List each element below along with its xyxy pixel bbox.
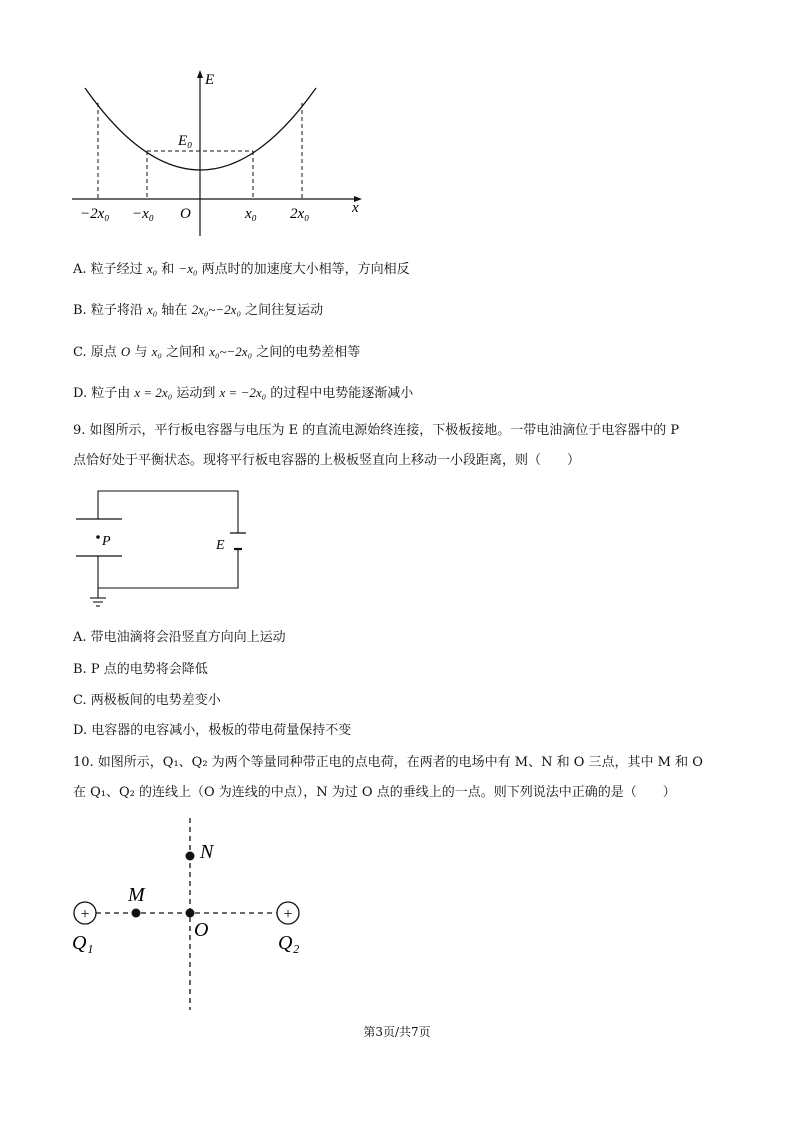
- label-q1: Q₁: [72, 932, 94, 954]
- q9-option-a: A. 带电油滴将会沿竖直方向向上运动: [73, 630, 286, 645]
- label-p: P: [102, 534, 111, 549]
- q8-option-b: B. 粒子将沿 x₀ 轴在 2x₀~−2x₀ 之间往复运动: [73, 302, 324, 318]
- axis-label-e: E: [205, 72, 215, 88]
- label-e-source: E: [216, 538, 225, 553]
- tick-x0: x₀: [245, 206, 257, 222]
- q9-option-d: D. 电容器的电容减小，极板的带电荷量保持不变: [73, 723, 352, 738]
- label-e0: E₀: [178, 133, 193, 149]
- q8-option-d: D. 粒子由 x = 2x₀ 运动到 x = −2x₀ 的过程中电势能逐渐减小: [73, 385, 414, 401]
- label-q2: Q₂: [278, 932, 300, 954]
- q9-stem-line2: 点恰好处于平衡状态。现将平行板电容器的上极板竖直向上移动一小段距离，则（ ）: [73, 453, 581, 468]
- q2-plus-sign: +: [283, 906, 293, 923]
- q8-option-c: C. 原点 O 与 x₀ 之间和 x₀~−2x₀ 之间的电势差相等: [73, 344, 361, 360]
- label-m: M: [128, 884, 145, 906]
- point-o: [186, 909, 195, 918]
- label-o: O: [194, 919, 209, 941]
- label-origin: O: [180, 206, 191, 222]
- q10-stem-line1: 10. 如图所示，Q₁、Q₂ 为两个等量同种带正电的点电荷，在两者的电场中有 M、N 和 O 三点，其中 M 和 O: [73, 755, 703, 770]
- q1-plus-sign: +: [80, 906, 90, 923]
- q9-option-b: B. P 点的电势将会降低: [73, 662, 208, 677]
- label-n: N: [200, 841, 214, 863]
- tick-neg-x0: −x₀: [132, 206, 154, 222]
- q9-stem-line1: 9. 如图所示，平行板电容器与电压为 E 的直流电源始终连接，下极板接地。一带电油滴位于电容器中的 P: [73, 423, 680, 438]
- point-m: [132, 909, 141, 918]
- tick-neg-2x0: −2x₀: [80, 206, 110, 222]
- q8-option-a: A. 粒子经过 x₀ 和 −x₀ 两点时的加速度大小相等，方向相反: [73, 261, 410, 277]
- page-footer: 第3页/共7页: [363, 1025, 431, 1039]
- q9-option-c: C. 两极板间的电势差变小: [73, 693, 221, 708]
- axis-label-x: x: [352, 200, 359, 216]
- tick-2x0: 2x₀: [290, 206, 310, 222]
- q10-stem-line2: 在 Q₁、Q₂ 的连线上（O 为连线的中点），N 为过 O 点的垂线上的一点。则下列说法中正确的是（ ）: [73, 785, 676, 800]
- point-n: [186, 852, 195, 861]
